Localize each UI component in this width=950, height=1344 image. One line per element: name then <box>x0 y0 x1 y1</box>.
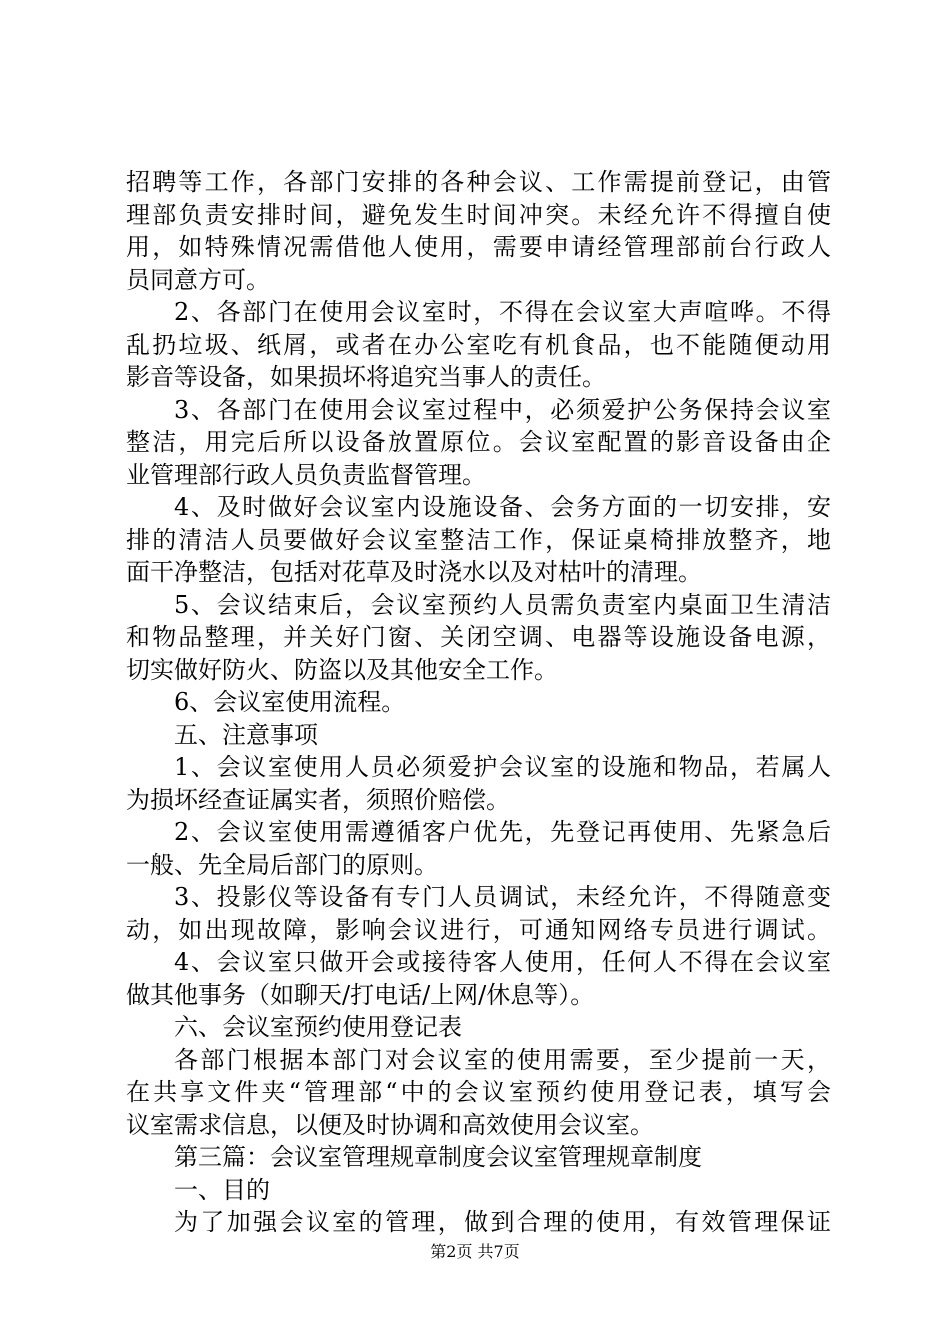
text-line: 做其他事务（如聊天/打电话/上网/休息等）。 <box>126 980 595 1009</box>
text-line: 业管理部行政人员负责监督管理。 <box>126 460 486 489</box>
text-line: 1、会议室使用人员必须爱护会议室的设施和物品，若属人 <box>174 753 831 781</box>
text-line: 面干净整洁，包括对花草及时浇水以及对枯叶的清理。 <box>126 558 702 586</box>
text-line: 影音等设备，如果损坏将追究当事人的责任。 <box>126 363 606 391</box>
text-line: 议室需求信息，以便及时协调和高效使用会议室。 <box>126 1110 654 1139</box>
section-heading: 六、会议室预约使用登记表 <box>174 1013 462 1041</box>
text-line: 在共享文件夹“管理部“中的会议室预约使用登记表，填写会 <box>126 1078 831 1106</box>
page-footer: 第2页 共7页 <box>430 1242 520 1261</box>
text-line: 切实做好防火、防盗以及其他安全工作。 <box>126 655 558 684</box>
text-line: 员同意方可。 <box>126 265 270 294</box>
text-line: 为了加强会议室的管理，做到合理的使用，有效管理保证 <box>174 1208 831 1236</box>
text-line: 5、会议结束后，会议室预约人员需负责室内桌面卫生清洁 <box>174 590 831 619</box>
text-line: 为损坏经查证属实者，须照价赔偿。 <box>126 785 510 814</box>
text-line: 理部负责安排时间，避免发生时间冲突。未经允许不得擅自使 <box>126 200 831 229</box>
chapter-heading: 第三篇：会议室管理规章制度会议室管理规章制度 <box>174 1143 702 1171</box>
section-heading: 一、目的 <box>174 1175 270 1204</box>
text-line: 3、各部门在使用会议室过程中，必须爱护公务保持会议室 <box>174 395 831 424</box>
text-line: 各部门根据本部门对会议室的使用需要，至少提前一天， <box>174 1045 831 1074</box>
text-line: 整洁，用完后所以设备放置原位。会议室配置的影音设备由企 <box>126 428 831 456</box>
text-line: 6、会议室使用流程。 <box>174 688 406 716</box>
text-line: 招聘等工作，各部门安排的各种会议、工作需提前登记，由管 <box>126 168 831 196</box>
text-line: 2、各部门在使用会议室时，不得在会议室大声喧哗。不得 <box>174 298 831 326</box>
text-line: 用，如特殊情况需借他人使用，需要申请经管理部前台行政人 <box>126 233 831 261</box>
section-heading: 五、注意事项 <box>174 720 318 749</box>
text-line: 4、及时做好会议室内设施设备、会务方面的一切安排，安 <box>174 493 831 521</box>
text-line: 和物品整理，并关好门窗、关闭空调、电器等设施设备电源， <box>126 623 831 651</box>
text-line: 乱扔垃圾、纸屑，或者在办公室吃有机食品，也不能随便动用 <box>126 330 831 359</box>
text-line: 排的清洁人员要做好会议室整洁工作，保证桌椅排放整齐，地 <box>126 525 831 554</box>
text-line: 一般、先全局后部门的原则。 <box>126 850 438 879</box>
text-line: 3、投影仪等设备有专门人员调试，未经允许，不得随意变 <box>174 883 831 911</box>
text-line: 动，如出现故障，影响会议进行，可通知网络专员进行调试。 <box>126 915 831 944</box>
document-body <box>126 166 831 1239</box>
text-line: 4、会议室只做开会或接待客人使用，任何人不得在会议室 <box>174 948 831 976</box>
text-line: 2、会议室使用需遵循客户优先，先登记再使用、先紧急后 <box>174 818 831 846</box>
